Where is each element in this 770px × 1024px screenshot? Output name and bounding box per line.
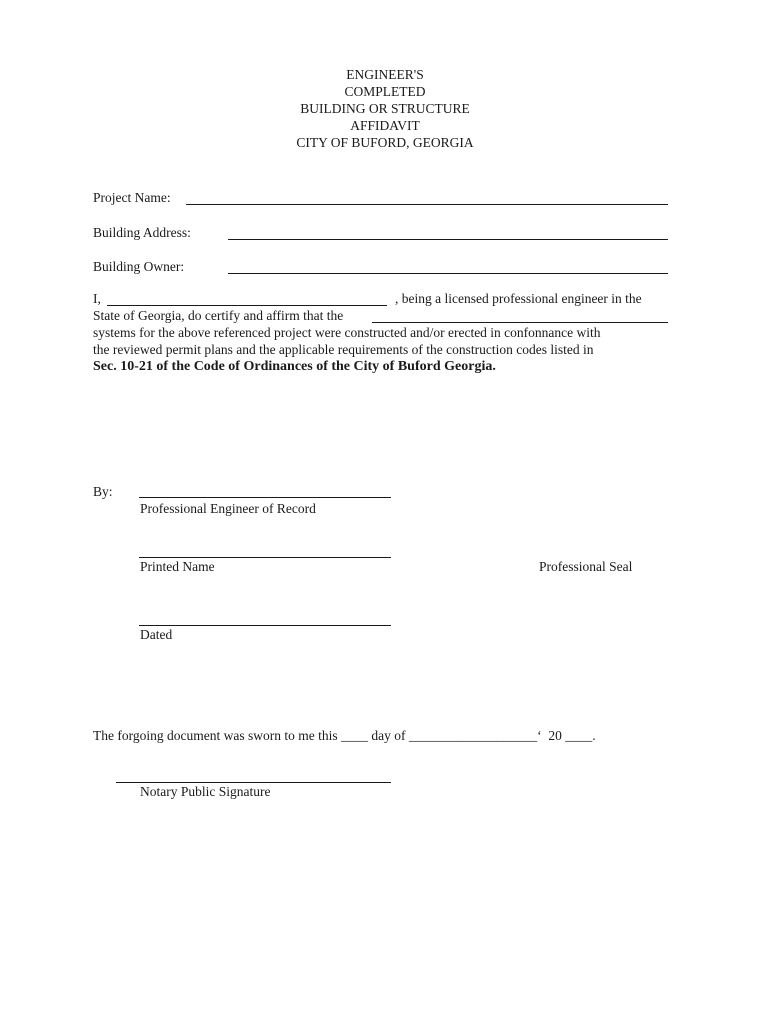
certification-line-2: State of Georgia, do certify and affirm that the <box>93 308 344 323</box>
sworn-text-3: ‘ 20 <box>537 728 562 743</box>
certification-line-3: systems for the above referenced project were constructed and/or erected in confonnance with <box>93 325 601 340</box>
certification-line-5: Sec. 10-21 of the Code of Ordinances of the City of Buford Georgia. <box>93 359 496 374</box>
dated-field[interactable] <box>139 625 391 626</box>
sworn-text-1: The forgoing document was sworn to me this <box>93 728 338 743</box>
engineer-name-field[interactable] <box>107 305 387 306</box>
building-address-label: Building Address: <box>93 225 191 240</box>
systems-field[interactable] <box>372 322 668 323</box>
title-line-4: AFFIDAVIT <box>350 118 420 133</box>
title-line-3: BUILDING OR STRUCTURE <box>300 101 470 116</box>
title-line-2: COMPLETED <box>344 84 426 99</box>
sworn-day-blank[interactable]: ____ <box>340 728 368 743</box>
notary-signature-field[interactable] <box>116 782 391 783</box>
sworn-month-blank[interactable]: ___________________ <box>408 728 538 743</box>
sworn-statement <box>93 728 596 744</box>
printed-name-label: Printed Name <box>140 559 215 574</box>
professional-seal-label: Professional Seal <box>539 559 633 574</box>
sworn-year-blank[interactable]: ____. <box>565 728 596 743</box>
sworn-text-2: day of <box>371 728 406 743</box>
building-owner-field[interactable] <box>228 273 668 274</box>
printed-name-field[interactable] <box>139 557 391 558</box>
project-name-field[interactable] <box>186 204 668 205</box>
engineer-of-record-label: Professional Engineer of Record <box>140 501 316 516</box>
certification-line-4: the reviewed permit plans and the applicable requirements of the construction codes listed in <box>93 342 594 357</box>
dated-label: Dated <box>140 627 173 642</box>
certification-line-1: , being a licensed professional engineer in the <box>395 291 642 306</box>
title-line-1: ENGINEER'S <box>346 67 424 82</box>
project-name-label: Project Name: <box>93 190 171 205</box>
notary-signature-label: Notary Public Signature <box>140 784 271 799</box>
building-address-field[interactable] <box>228 239 668 240</box>
engineer-signature-field[interactable] <box>139 497 391 498</box>
document-title <box>0 66 770 151</box>
title-line-5: CITY OF BUFORD, GEORGIA <box>296 135 474 150</box>
certification-prefix: I, <box>93 291 101 306</box>
building-owner-label: Building Owner: <box>93 259 185 274</box>
by-label: By: <box>93 484 113 499</box>
